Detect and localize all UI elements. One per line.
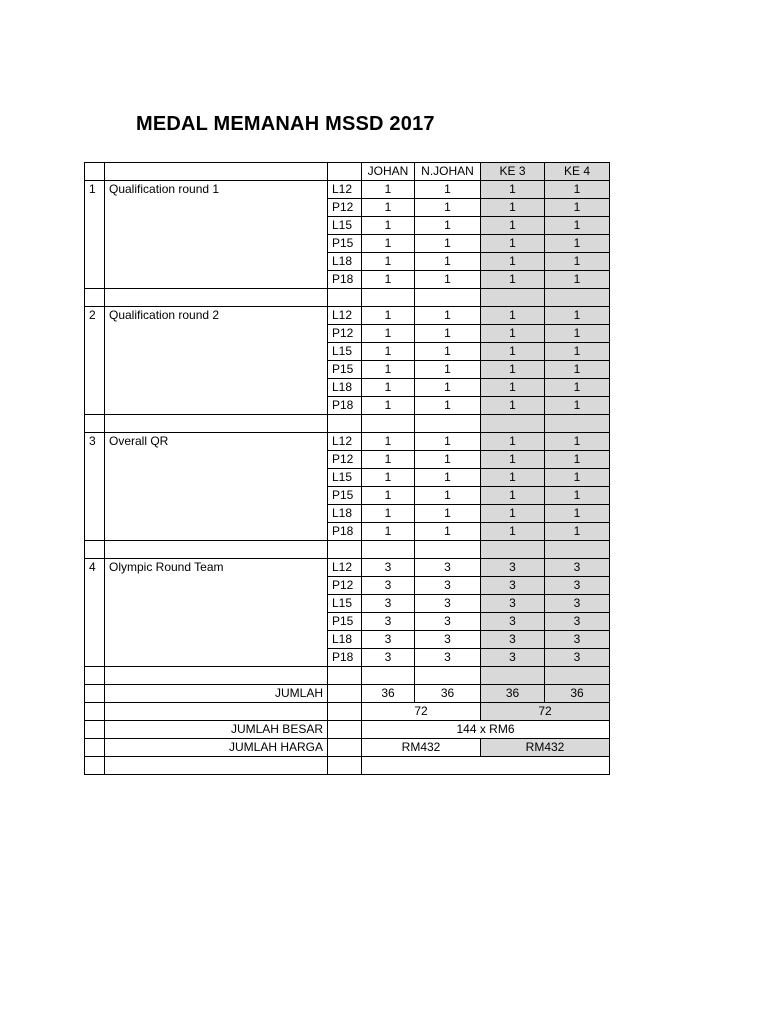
empty-cell <box>362 667 415 685</box>
medal-count: 3 <box>362 649 415 667</box>
medal-count: 1 <box>481 325 545 343</box>
medal-count: 1 <box>362 271 415 289</box>
section-name: Olympic Round Team <box>105 559 328 667</box>
empty-cell <box>362 541 415 559</box>
medal-count: 1 <box>545 433 610 451</box>
medal-count: 1 <box>481 433 545 451</box>
medal-count: 1 <box>415 325 481 343</box>
category-code: L12 <box>328 307 362 325</box>
medal-count: 1 <box>545 523 610 541</box>
section-name: Overall QR <box>105 433 328 541</box>
empty-cell <box>85 757 105 775</box>
empty-cell <box>105 757 328 775</box>
medal-count: 3 <box>415 559 481 577</box>
medal-count: 1 <box>545 397 610 415</box>
header-ke3: KE 3 <box>481 163 545 181</box>
medal-count: 1 <box>362 217 415 235</box>
medal-count: 3 <box>362 577 415 595</box>
medal-count: 3 <box>362 613 415 631</box>
medal-count: 1 <box>545 361 610 379</box>
table-row <box>85 433 610 451</box>
empty-cell <box>105 667 328 685</box>
medal-table <box>84 162 610 775</box>
medal-count: 1 <box>481 343 545 361</box>
medal-count: 1 <box>481 361 545 379</box>
medal-count: 1 <box>415 253 481 271</box>
category-code: P12 <box>328 451 362 469</box>
category-code: L15 <box>328 595 362 613</box>
category-code: L18 <box>328 631 362 649</box>
medal-count: 1 <box>545 217 610 235</box>
category-code: L18 <box>328 253 362 271</box>
jumlah-besar-row <box>85 721 610 739</box>
medal-count: 1 <box>415 487 481 505</box>
empty-cell <box>328 415 362 433</box>
medal-count: 3 <box>481 613 545 631</box>
medal-count: 1 <box>362 487 415 505</box>
medal-count: 3 <box>545 631 610 649</box>
empty-cell <box>328 757 362 775</box>
jumlah-harga-row <box>85 739 610 757</box>
empty-cell <box>85 667 105 685</box>
subtotal-left: 72 <box>362 703 481 721</box>
medal-count: 1 <box>362 361 415 379</box>
medal-count: 1 <box>545 469 610 487</box>
section-name: Qualification round 2 <box>105 307 328 415</box>
medal-count: 1 <box>481 253 545 271</box>
header-row <box>85 163 610 181</box>
medal-count: 1 <box>481 181 545 199</box>
empty-cell <box>85 739 105 757</box>
medal-count: 1 <box>481 397 545 415</box>
category-code: L12 <box>328 559 362 577</box>
medal-count: 3 <box>415 613 481 631</box>
section-number: 3 <box>85 433 105 541</box>
empty-cell <box>415 289 481 307</box>
medal-count: 1 <box>545 199 610 217</box>
medal-count: 3 <box>545 613 610 631</box>
medal-count: 1 <box>481 271 545 289</box>
category-code: L12 <box>328 181 362 199</box>
medal-count: 1 <box>362 343 415 361</box>
medal-count: 1 <box>481 505 545 523</box>
medal-count: 1 <box>362 235 415 253</box>
category-code: L15 <box>328 217 362 235</box>
empty-cell <box>85 415 105 433</box>
medal-count: 1 <box>481 235 545 253</box>
medal-count: 1 <box>415 235 481 253</box>
medal-count: 3 <box>415 577 481 595</box>
medal-count: 1 <box>415 397 481 415</box>
medal-count: 1 <box>481 523 545 541</box>
empty-cell <box>545 289 610 307</box>
medal-count: 1 <box>481 469 545 487</box>
empty-cell <box>481 541 545 559</box>
medal-count: 1 <box>545 343 610 361</box>
empty-cell <box>362 415 415 433</box>
empty-cell <box>85 703 105 721</box>
empty-cell <box>85 721 105 739</box>
category-code: P15 <box>328 361 362 379</box>
medal-table-body <box>85 163 610 775</box>
subtotal-right: 72 <box>481 703 610 721</box>
section-number: 1 <box>85 181 105 289</box>
medal-count: 1 <box>415 343 481 361</box>
category-code: P12 <box>328 577 362 595</box>
empty-cell <box>328 685 362 703</box>
medal-count: 3 <box>362 595 415 613</box>
category-code: P18 <box>328 649 362 667</box>
medal-count: 1 <box>545 325 610 343</box>
medal-count: 1 <box>362 523 415 541</box>
empty-cell <box>105 289 328 307</box>
header-ke4: KE 4 <box>545 163 610 181</box>
empty-cell <box>85 289 105 307</box>
category-code: P15 <box>328 235 362 253</box>
category-code: P12 <box>328 325 362 343</box>
medal-count: 1 <box>362 181 415 199</box>
medal-count: 3 <box>481 577 545 595</box>
table-row <box>85 181 610 199</box>
medal-count: 1 <box>415 361 481 379</box>
header-empty-name <box>105 163 328 181</box>
jumlah-value: 36 <box>415 685 481 703</box>
category-code: L12 <box>328 433 362 451</box>
medal-count: 1 <box>545 307 610 325</box>
empty-cell <box>105 541 328 559</box>
jumlah-label: JUMLAH <box>105 685 328 703</box>
spacer-row <box>85 289 610 307</box>
medal-count: 1 <box>362 433 415 451</box>
medal-count: 1 <box>545 181 610 199</box>
section-name: Qualification round 1 <box>105 181 328 289</box>
header-empty-code <box>328 163 362 181</box>
medal-count: 3 <box>415 595 481 613</box>
medal-count: 3 <box>481 595 545 613</box>
empty-cell <box>415 415 481 433</box>
category-code: L15 <box>328 343 362 361</box>
jumlah-besar-value: 144 x RM6 <box>362 721 610 739</box>
medal-count: 1 <box>545 271 610 289</box>
empty-cell <box>328 721 362 739</box>
empty-cell <box>545 667 610 685</box>
medal-count: 1 <box>545 253 610 271</box>
empty-cell <box>328 739 362 757</box>
jumlah-besar-label: JUMLAH BESAR <box>105 721 328 739</box>
medal-count: 1 <box>481 487 545 505</box>
header-njohan: N.JOHAN <box>415 163 481 181</box>
category-code: P12 <box>328 199 362 217</box>
medal-count: 1 <box>362 253 415 271</box>
medal-count: 3 <box>545 595 610 613</box>
jumlah-row <box>85 685 610 703</box>
medal-count: 3 <box>545 559 610 577</box>
medal-count: 1 <box>415 469 481 487</box>
medal-count: 1 <box>481 379 545 397</box>
category-code: P15 <box>328 613 362 631</box>
medal-count: 1 <box>545 235 610 253</box>
medal-count: 1 <box>415 217 481 235</box>
medal-count: 3 <box>481 631 545 649</box>
jumlah-value: 36 <box>362 685 415 703</box>
empty-cell <box>545 415 610 433</box>
medal-count: 1 <box>362 505 415 523</box>
empty-cell <box>85 685 105 703</box>
page-title: MEDAL MEMANAH MSSD 2017 <box>136 113 435 135</box>
empty-cell <box>415 541 481 559</box>
spacer-row <box>85 541 610 559</box>
category-code: P18 <box>328 523 362 541</box>
category-code: L15 <box>328 469 362 487</box>
medal-count: 3 <box>362 559 415 577</box>
header-empty-no <box>85 163 105 181</box>
medal-count: 1 <box>545 379 610 397</box>
medal-count: 1 <box>362 451 415 469</box>
empty-cell <box>481 415 545 433</box>
category-code: L18 <box>328 379 362 397</box>
table-row <box>85 307 610 325</box>
empty-cell <box>362 757 610 775</box>
empty-cell <box>85 541 105 559</box>
medal-count: 1 <box>545 451 610 469</box>
jumlah-harga-label: JUMLAH HARGA <box>105 739 328 757</box>
medal-count: 1 <box>362 325 415 343</box>
medal-count: 1 <box>415 433 481 451</box>
medal-count: 3 <box>415 631 481 649</box>
medal-count: 3 <box>481 559 545 577</box>
medal-count: 1 <box>415 181 481 199</box>
table-row <box>85 559 610 577</box>
empty-cell <box>328 667 362 685</box>
medal-count: 1 <box>415 271 481 289</box>
medal-count: 1 <box>481 451 545 469</box>
category-code: L18 <box>328 505 362 523</box>
medal-count: 3 <box>545 577 610 595</box>
spacer-row <box>85 667 610 685</box>
medal-count: 1 <box>481 307 545 325</box>
medal-count: 1 <box>415 379 481 397</box>
jumlah-value: 36 <box>545 685 610 703</box>
medal-count: 1 <box>545 505 610 523</box>
medal-count: 1 <box>481 199 545 217</box>
header-johan: JOHAN <box>362 163 415 181</box>
spacer-row <box>85 757 610 775</box>
medal-count: 1 <box>415 307 481 325</box>
empty-cell <box>545 541 610 559</box>
medal-count: 3 <box>481 649 545 667</box>
medal-count: 1 <box>362 379 415 397</box>
empty-cell <box>481 667 545 685</box>
medal-count: 1 <box>415 451 481 469</box>
medal-count: 3 <box>362 631 415 649</box>
subtotal-row <box>85 703 610 721</box>
medal-count: 1 <box>545 487 610 505</box>
medal-count: 1 <box>415 523 481 541</box>
empty-cell <box>328 703 362 721</box>
empty-cell <box>328 541 362 559</box>
medal-count: 3 <box>545 649 610 667</box>
section-number: 2 <box>85 307 105 415</box>
medal-count: 1 <box>362 307 415 325</box>
medal-count: 1 <box>362 469 415 487</box>
jumlah-harga-left: RM432 <box>362 739 481 757</box>
category-code: P15 <box>328 487 362 505</box>
empty-cell <box>105 703 328 721</box>
empty-cell <box>328 289 362 307</box>
medal-count: 1 <box>415 505 481 523</box>
empty-cell <box>481 289 545 307</box>
medal-count: 1 <box>481 217 545 235</box>
jumlah-harga-right: RM432 <box>481 739 610 757</box>
medal-count: 1 <box>362 199 415 217</box>
empty-cell <box>415 667 481 685</box>
medal-count: 3 <box>415 649 481 667</box>
medal-count: 1 <box>362 397 415 415</box>
category-code: P18 <box>328 271 362 289</box>
spacer-row <box>85 415 610 433</box>
category-code: P18 <box>328 397 362 415</box>
empty-cell <box>105 415 328 433</box>
section-number: 4 <box>85 559 105 667</box>
empty-cell <box>362 289 415 307</box>
jumlah-value: 36 <box>481 685 545 703</box>
medal-count: 1 <box>415 199 481 217</box>
